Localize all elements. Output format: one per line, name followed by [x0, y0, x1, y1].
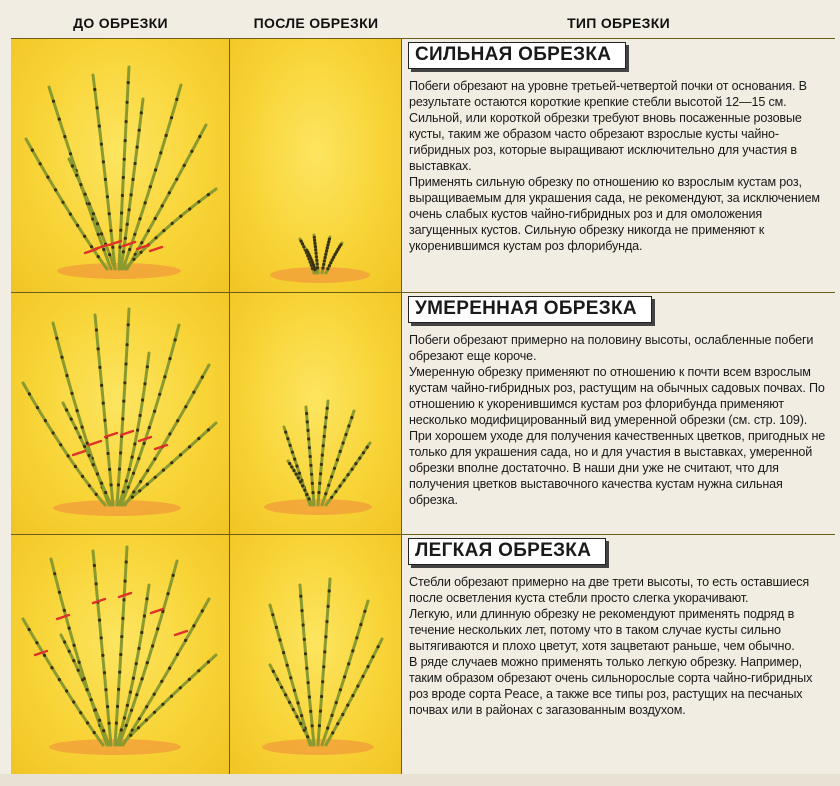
- section-title: ЛЕГКАЯ ОБРЕЗКА: [408, 538, 606, 565]
- hard-pruning-section: [402, 38, 835, 292]
- section-body: [409, 78, 829, 254]
- illustration-moderate-after: [230, 292, 402, 534]
- section-body: [409, 574, 829, 718]
- rose-bush-before-icon: [11, 39, 230, 293]
- paragraph: Побеги обрезают примерно на половину высоты, ослабленные побеги обрезают еще короче.: [409, 333, 814, 363]
- page-bottom-margin: [0, 774, 840, 786]
- rose-bush-after-icon: [230, 293, 402, 535]
- moderate-pruning-section: [402, 292, 835, 534]
- paragraph: Побеги обрезают на уровне третьей-четвертой почки от основания. В результате остаются короткие крепкие стебли высотой 12—15 см. Сильной, или короткой обрезки требуют вновь посаженные розовые кусты, таким же образом часто обрезают взрослые кусты чайно-гибридных роз, которые выращивают исключительно для участия в выставках.: [409, 79, 807, 173]
- illustration-light-after: [230, 534, 402, 774]
- paragraph: При хорошем уходе для получения качественных цветков, пригодных не только для украшения сада, но и для участия в выставках, умеренной обрезки вполне достаточно. В наши дни уже не считают, что для получения цветков выставочного качества кустам нужна сильная обрезка.: [409, 429, 826, 507]
- rose-bush-before-icon: [11, 535, 230, 775]
- rose-bush-after-icon: [230, 39, 402, 293]
- paragraph: Стебли обрезают примерно на две трети высоты, то есть оставшиеся после осветления куста стебли просто слегка укорачивают.: [409, 575, 810, 605]
- section-title: УМЕРЕННАЯ ОБРЕЗКА: [408, 296, 652, 323]
- paragraph: Применять сильную обрезку по отношению ко взрослым кустам роз, выращиваемым для украшения сада, не рекомендуют, за исключением очень слабых кустов чайно-гибридных роз и для омоложения загущенных кустов. Сильную обрезку никогда не применяют к укоренившимся кустам роз флорибунда.: [409, 175, 820, 253]
- paragraph: Легкую, или длинную обрезку не рекомендуют применять подряд в течение нескольких лет, потому что в таком случае кусты сильно вытягиваются и плохо цветут, хотя зацветают раньше, чем обычно.: [409, 607, 795, 653]
- section-title: СИЛЬНАЯ ОБРЕЗКА: [408, 42, 626, 69]
- rose-bush-before-icon: [11, 293, 230, 535]
- header-after-pruning: ПОСЛЕ ОБРЕЗКИ: [253, 15, 379, 31]
- illustration-light-before: [11, 534, 230, 774]
- paragraph: Умеренную обрезку применяют по отношению к почти всем взрослым кустам чайно-гибридных роз, растущим на обычных садовых почвах. По отношению к укоренившимся кустам роз флорибунда применяют несколько модифицированный вид умеренной обрезки (см. стр. 109).: [409, 365, 825, 427]
- rose-bush-after-icon: [230, 535, 402, 775]
- illustration-moderate-before: [11, 292, 230, 534]
- illustration-hard-before: [11, 38, 230, 292]
- pruning-table: [11, 8, 835, 774]
- section-body: [409, 332, 829, 508]
- header-before-pruning: ДО ОБРЕЗКИ: [73, 15, 168, 31]
- illustration-hard-after: [230, 38, 402, 292]
- paragraph: В ряде случаев можно применять только легкую обрезку. Например, таким образом обрезают очень сильнорослые сорта чайно-гибридных роз вроде сорта Peace, а также все типы роз, растущих на песчаных почвах или в районах с загазованным воздухом.: [409, 655, 813, 717]
- header-pruning-type: ТИП ОБРЕЗКИ: [567, 15, 670, 31]
- light-pruning-section: [402, 534, 835, 774]
